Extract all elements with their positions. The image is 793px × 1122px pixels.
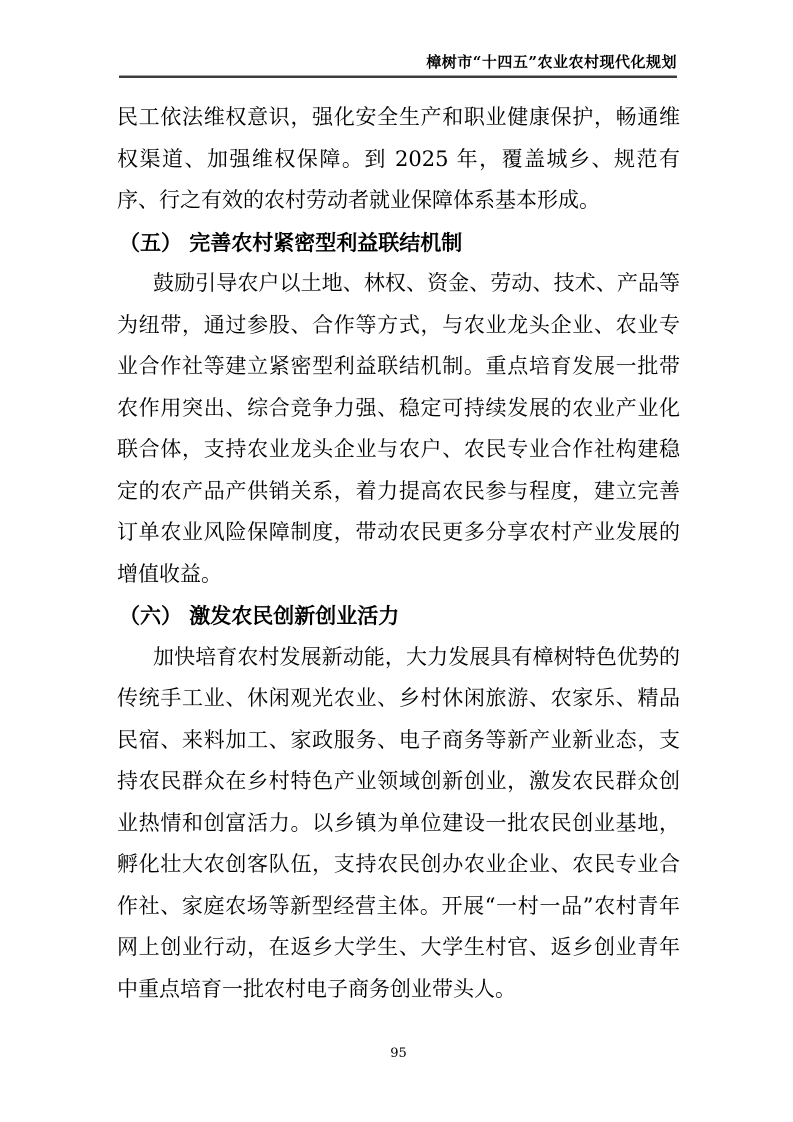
section-paragraph-5: 鼓励引导农户以土地、林权、资金、劳动、技术、产品等为纽带，通过参股、合作等方式，与农业龙头企业、农业专业合作社等建立紧密型利益联结机制。重点培育发展一批带农作用突出、综合竞争力强、稳定可持续发展的农业产业化联合体，支持农业龙头企业与农户、农民专业合作社构建稳定的农产品产供销关系，着力提高农民参与程度，建立完善订单农业风险保障制度，带动农民更多分享农村产业发展的增值收益。 bbox=[117, 271, 680, 586]
header-rule bbox=[119, 75, 677, 78]
running-header-title: 樟树市“十四五”农业农村现代化规划 bbox=[426, 53, 677, 71]
section-paragraph-6: 加快培育农村发展新动能，大力发展具有樟树特色优势的传统手工业、休闲观光农业、乡村休闲旅游、农家乐、精品民宿、来料加工、家政服务、电子商务等新产业新业态，支持农民群众在乡村特色产业领域创新创业，激发农民群众创业热情和创富活力。以乡镇为单位建设一批农民创业基地，孵化壮大农创客队伍，支持农民创办农业企业、农民专业合作社、家庭农场等新型经营主体。开展“一村一品”农村青年网上创业行动，在返乡大学生、大学生村官、返乡创业青年中重点培育一批农村电子商务创业带头人。 bbox=[117, 644, 680, 1001]
paragraph-continuation: 民工依法维权意识，强化安全生产和职业健康保护，畅通维权渠道、加强维权保障。到 2025 年，覆盖城乡、规范有序、行之有效的农村劳动者就业保障体系基本形成。 bbox=[117, 105, 680, 212]
section-heading-6: （六） 激发农民创新创业活力 bbox=[119, 603, 400, 628]
page-body bbox=[117, 97, 680, 1010]
page-number: 95 bbox=[390, 1046, 407, 1061]
section-heading-5: （五） 完善农村紧密型利益联结机制 bbox=[119, 229, 463, 255]
